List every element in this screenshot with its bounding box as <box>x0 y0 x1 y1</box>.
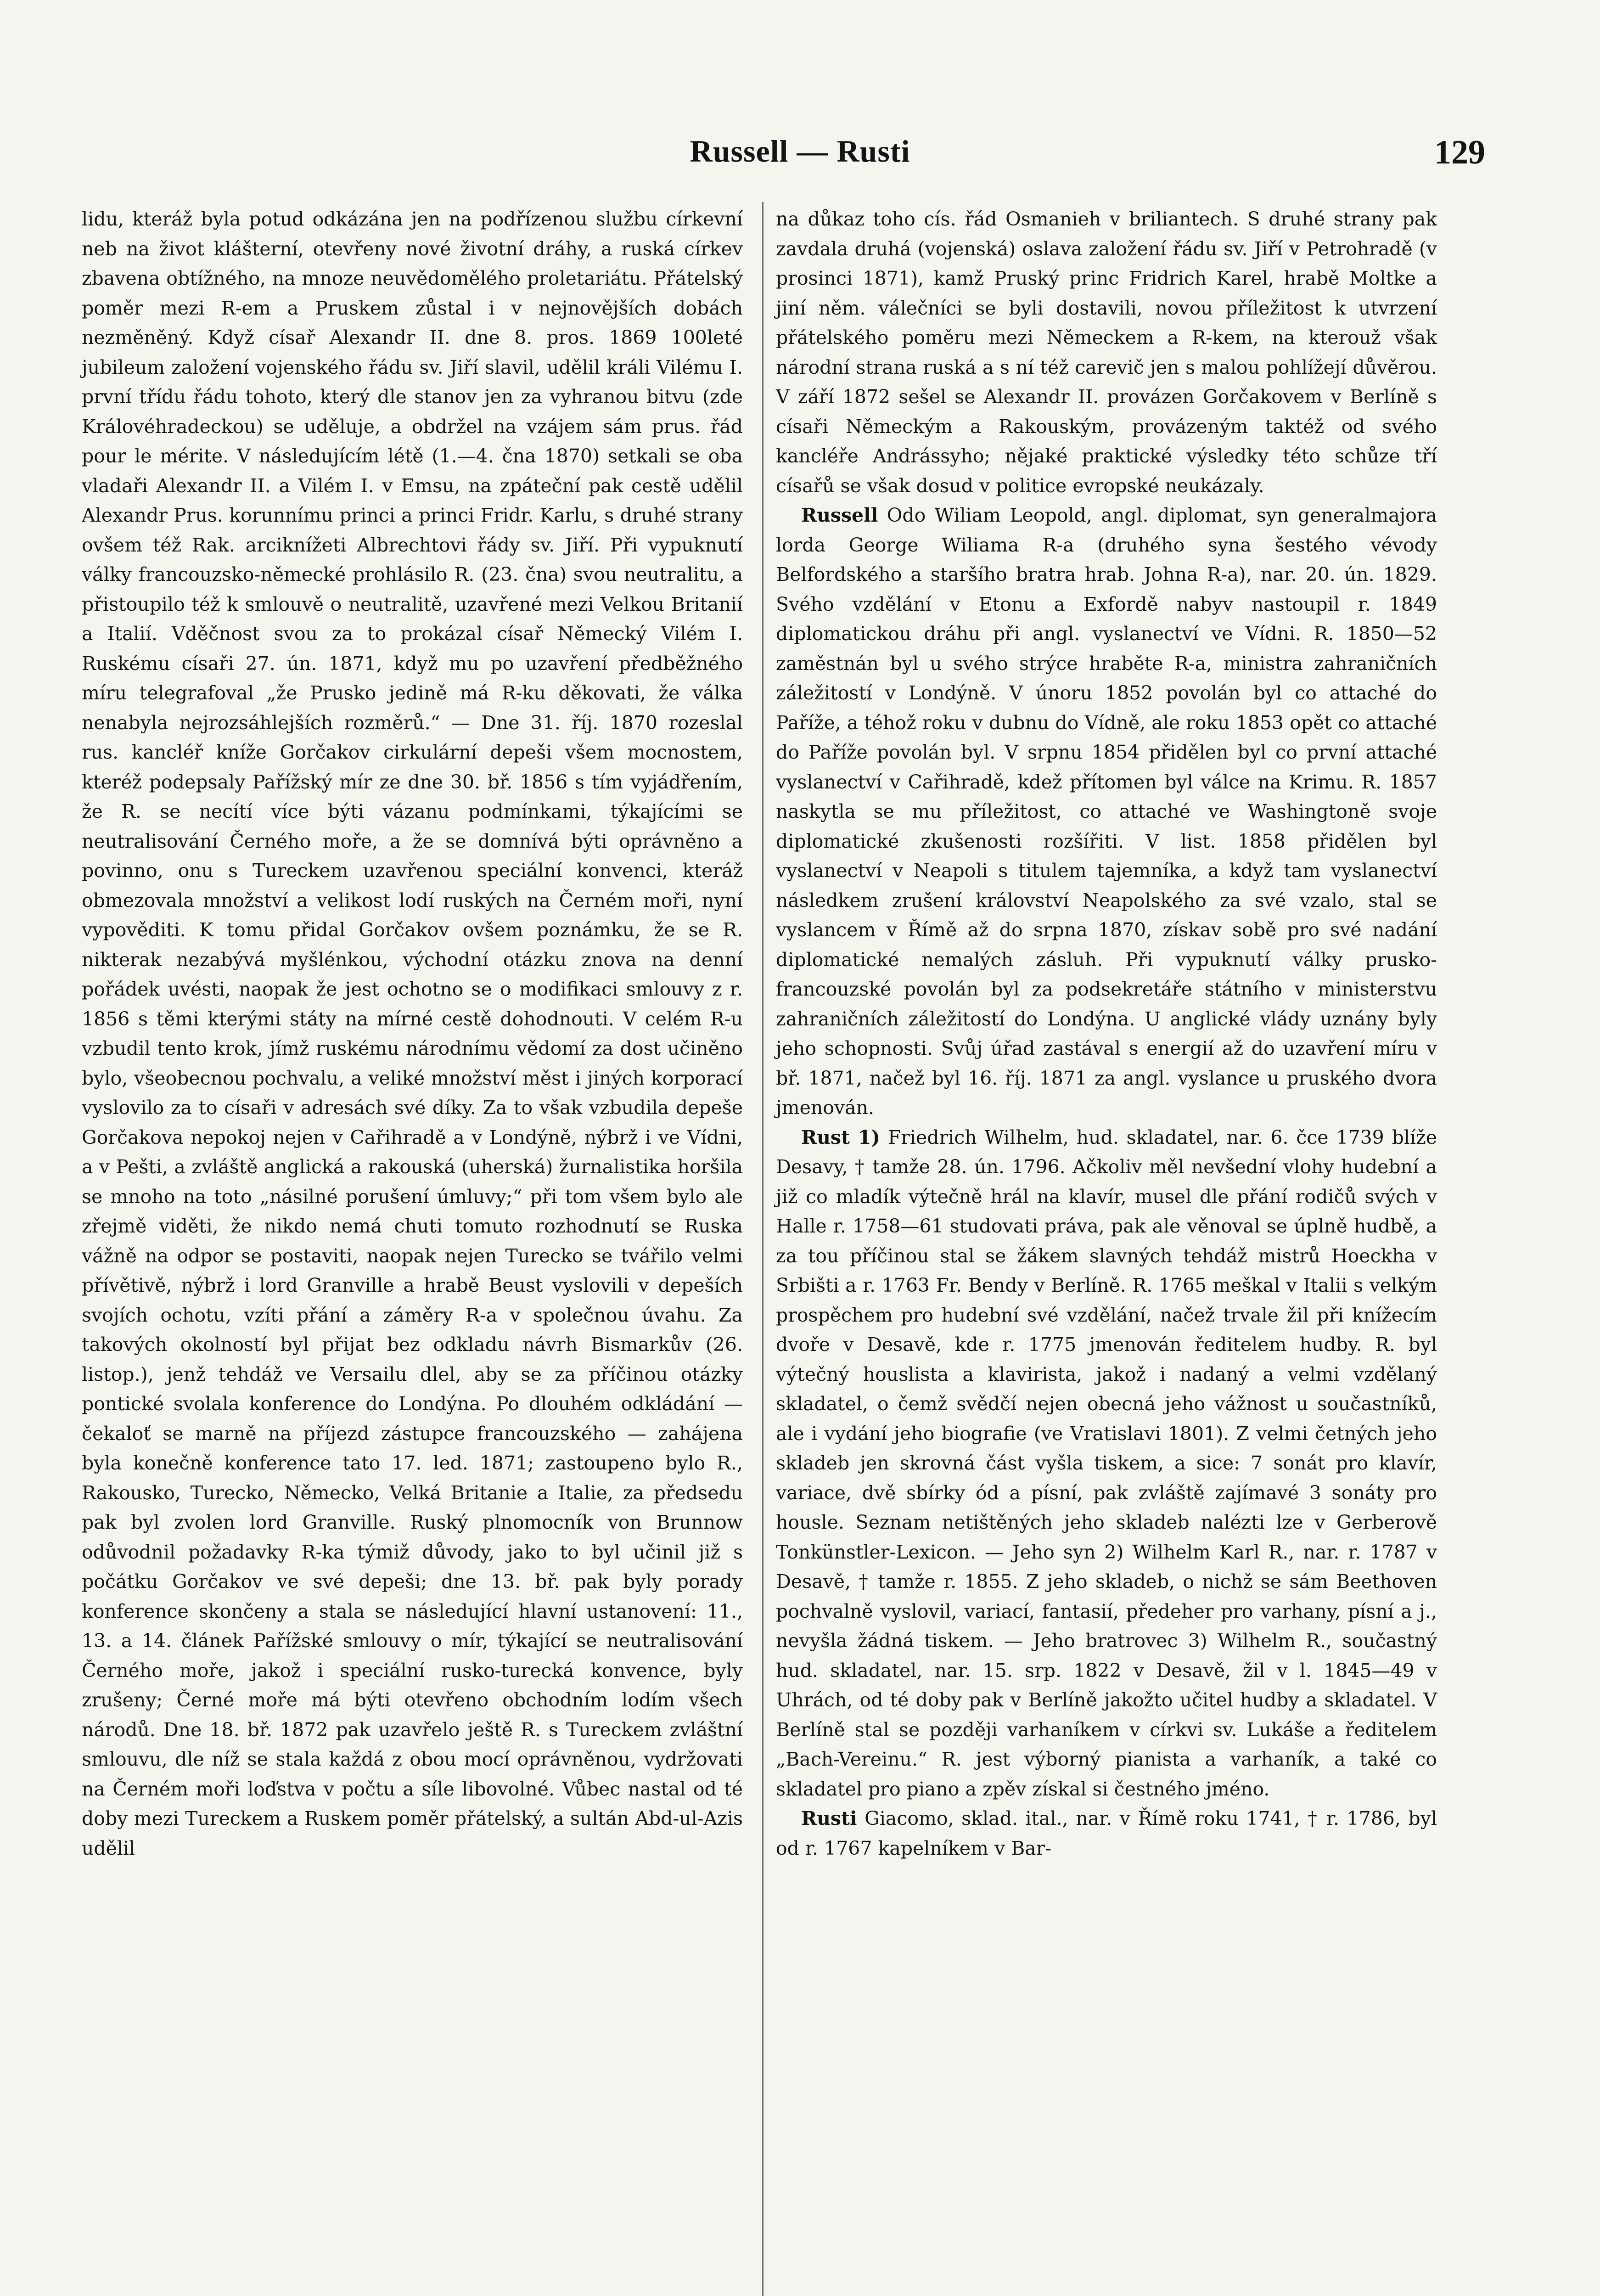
entry-rusti <box>776 1804 1437 1863</box>
left-column <box>82 204 743 1863</box>
entry-rust-text: Friedrich Wilhelm, hud. skladatel, nar. 6. čce 1739 blíže Desavy, † tamže 28. ún. 1796. Ačkoliv měl nevšední vlohy hudební a již co mladík výtečně hrál na klavír, musel dle přání rodičů svých v Halle r. 1758—61 studovati práva, pak ale věnoval se úplně hudbě, a za tou příčinou stal se žákem slavných tehdáž mistrů Hoeckha v Srbišti a r. 1763 Fr. Bendy v Berlíně. R. 1765 meškal v Italii s velkým prospěchem pro hudební své vzdělání, načež trvale žil při knížecím dvoře v Desavě, kde r. 1775 jmenován ředitelem hudby. R. byl výtečný houslista a klavirista, jakož i nadaný a velmi vzdělaný skladatel, o čemž svědčí nejen obecná jeho vážnost u součastníků, ale i vydání jeho biografie (ve Vratislavi 1801). Z velmi četných jeho skladeb jen skrovná část vyšla tiskem, a sice: 7 sonát pro klavír, variace, dvě sbírky ód a písní, pak zvláště zajímavé 3 sonáty pro housle. Seznam netištěných jeho skladeb nalézti lze v Gerberově Tonkünstler-Lexicon. — Jeho syn 2) Wilhelm Karl R., nar. r. 1787 v Desavě, † tamže r. 1855. Z jeho skladeb, o nichž se sám Beethoven pochvalně vyslovil, variací, fantasií, předeher pro varhany, písní a j., nevyšla žádná tiskem. — Jeho bratrovec 3) Wilhelm R., součastný hud. skladatel, nar. 15. srp. 1822 v Desavě, žil v l. 1845—49 v Uhrách, od té doby pak v Berlíně jakožto učitel hudby a skladatel. V Berlíně stal se později varhaníkem v církvi sv. Lukáše a ředitelem „Bach-Vereinu.“ R. jest výborný pianista a varhaník, a také co skladatel pro piano a zpěv získal si čestného jméno. <box>776 1126 1437 1800</box>
entry-russell-text: Odo Wiliam Leopold, angl. diplomat, syn generalmajora lorda George Wiliama R-a (druhého syna šestého vévody Belfordského a staršího bratra hrab. Johna R-a), nar. 20. ún. 1829. Svého vzdělání v Etonu a Exfordě nabyv nastoupil r. 1849 diplomatickou dráhu při angl. vyslanectví ve Vídni. R. 1850—52 zaměstnán byl u svého strýce hraběte R-a, ministra zahraničních záležitostí v Londýně. V únoru 1852 povolán byl co attaché do Paříže, a téhož roku v dubnu do Vídně, ale roku 1853 opět co attaché do Paříže povolán byl. V srpnu 1854 přidělen byl co první attaché vyslanectví v Cařihradě, kdež přítomen byl válce na Krimu. R. 1857 naskytla se mu příležitost, co attaché ve Washingtoně svoje diplomatické zkušenosti rozšířiti. V list. 1858 přidělen byl vyslanectví v Neapoli s titulem tajemníka, a když tam vyslanectví následkem zrušení království Neapolského za své vzalo, stal se vyslancem v Římě až do srpna 1870, získav sobě pro své nadání diplomatické nemalých zásluh. Při vypuknutí války prusko-francouzské povolán byl za podsekretáře státního v ministerstvu zahraničních záležitostí do Londýna. U anglické vlády uznány byly jeho schopnosti. Svůj úřad zastával s energií až do uzavření míru v bř. 1871, načež byl 16. říj. 1871 za angl. vyslance u pruského dvora jmenován. <box>776 504 1437 1119</box>
entry-rust <box>776 1123 1437 1804</box>
entry-russell <box>776 501 1437 1123</box>
page-header <box>115 133 1485 184</box>
headword-rust: Rust 1) <box>801 1126 880 1148</box>
page-number: 129 <box>1434 134 1485 171</box>
headword-rusti: Rusti <box>801 1807 857 1829</box>
running-head: Russell — Rusti <box>690 134 910 169</box>
column-divider <box>762 202 764 2296</box>
entry-rusti-text: Giacomo, sklad. ital., nar. v Římě roku 1741, † r. 1786, byl od r. 1767 kapelníkem v Bar- <box>776 1807 1437 1859</box>
continuation-paragraph: na důkaz toho cís. řád Osmanieh v briliantech. S druhé strany pak zavdala druhá (vojenská) oslava založení řádu sv. Jiří v Petrohradě (v prosinci 1871), kamž Pruský princ Fridrich Karel, hrabě Moltke a jiní něm. válečníci se byli dostavili, novou příležitost k utvrzení přátelského poměru mezi Německem a R-kem, na kterouž však národní strana ruská a s ní též carevič jen s malou pohlížejí důvěrou. V září 1872 sešel se Alexandr II. provázen Gorčakovem v Berlíně s císaři Německým a Rakouským, provázeným taktéž od svého kancléře Andrássyho; nějaké praktické výsledky této schůze tří císařů se však dosud v politice evropské neukázaly. <box>776 208 1437 497</box>
left-column-text: lidu, kteráž byla potud odkázána jen na podřízenou službu církevní neb na život klášterní, otevřeny nové životní dráhy, a ruská církev zbavena obtížného, na mnoze neuvědomělého proletariátu. Přátelský poměr mezi R-em a Pruskem zůstal i v nejnovějších dobách nezměněný. Když císař Alexandr II. dne 8. pros. 1869 100leté jubileum založení vojenského řádu sv. Jiří slavil, udělil králi Vilému I. první třídu řádu tohoto, který dle stanov jen za vyhranou bitvu (zde Královéhradeckou) se uděluje, a obdržel na vzájem sám prus. řád pour le mérite. V následujícím létě (1.—4. čna 1870) setkali se oba vladaři Alexandr II. a Vilém I. v Emsu, na zpáteční pak cestě udělil Alexandr Prus. korunnímu princi a princi Fridr. Karlu, s druhé strany ovšem též Rak. arciknížeti Albrechtovi řády sv. Jiří. Při vypuknutí války francouzsko-německé prohlásilo R. (23. čna) svou neutralitu, a přistoupilo též k smlouvě o neutralitě, uzavřené mezi Velkou Britanií a Italií. Vděčnost svou za to prokázal císař Německý Vilém I. Ruskému císaři 27. ún. 1871, když mu po uzavření předběžného míru telegrafoval „že Prusko jedině má R-ku děkovati, že válka nenabyla nejrozsáhlejších rozměrů.“ — Dne 31. říj. 1870 rozeslal rus. kancléř kníže Gorčakov cirkulární depeši všem mocnostem, kteréž podepsaly Pařížský mír ze dne 30. bř. 1856 s tím vyjádřením, že R. se necítí více býti vázanu podmínkami, týkajícími se neutralisování Černého moře, a že se domnívá býti oprávněno a povinno, onu s Tureckem uzavřenou speciální konvenci, kteráž obmezovala množství a velikost lodí ruských na Černém moři, nyní vypověditi. K tomu přidal Gorčakov ovšem poznámku, že se R. nikterak nezabývá myšlénkou, východní otázku znova na denní pořádek uvésti, naopak že jest ochotno se o modifikaci smlouvy z r. 1856 s těmi kterými státy na mírné cestě dohodnouti. V celém R-u vzbudil tento krok, jímž ruskému národnímu vědomí za dost učiněno bylo, všeobecnou pochvalu, a veliké množství měst i jiných korporací vyslovilo za to císaři v adresách své díky. Za to však vzbudila depeše Gorčakova nepokoj nejen v Cařihradě a v Londýně, nýbrž i ve Vídni, a v Pešti, a zvláště anglická a rakouská (uherská) žurnalistika horšila se mnoho na toto „násilné porušení úmluvy;“ při tom všem bylo ale zřejmě viděti, že nikdo nemá chuti tomuto rozhodnutí se Ruska vážně na odpor se postaviti, naopak nejen Turecko se tvářilo velmi přívětivě, nýbrž i lord Granville a hrabě Beust vyslovili v depeších svojích ochotu, vzíti přání a záměry R-a v společnou úvahu. Za takových okolností byl přijat bez odkladu návrh Bismarkův (26. listop.), jenž tehdáž ve Versailu dlel, aby se za příčinou otázky pontické svolala konference do Londýna. Po dlouhém odkládání — čekaloť se marně na příjezd zástupce francouzského — zahájena byla konečně konference tato 17. led. 1871; zastoupeno bylo R., Rakousko, Turecko, Německo, Velká Britanie a Italie, za předsedu pak byl zvolen lord Granville. Ruský plnomocník von Brunnow odůvodnil požadavky R-ka týmiž důvody, jako to byl učinil již s počátku Gorčakov ve své depeši; dne 13. bř. pak byly porady konference skončeny a stala se následující hlavní ustanovení: 11., 13. a 14. článek Pařížské smlouvy o mír, týkající se neutralisování Černého moře, jakož i speciální rusko-turecká konvence, byly zrušeny; Černé moře má býti otevřeno obchodním lodím všech národů. Dne 18. bř. 1872 pak uzavřelo ještě R. s Tureckem zvláštní smlouvu, dle níž se stala každá z obou mocí oprávněnou, vydržovati na Černém moři loďstva v počtu a síle libovolné. Vůbec nastal od té doby mezi Tureckem a Ruskem poměr přátelský, a sultán Abd-ul-Azis udělil <box>82 208 743 1859</box>
right-column <box>776 204 1437 1863</box>
headword-russell: Russell <box>801 504 878 526</box>
